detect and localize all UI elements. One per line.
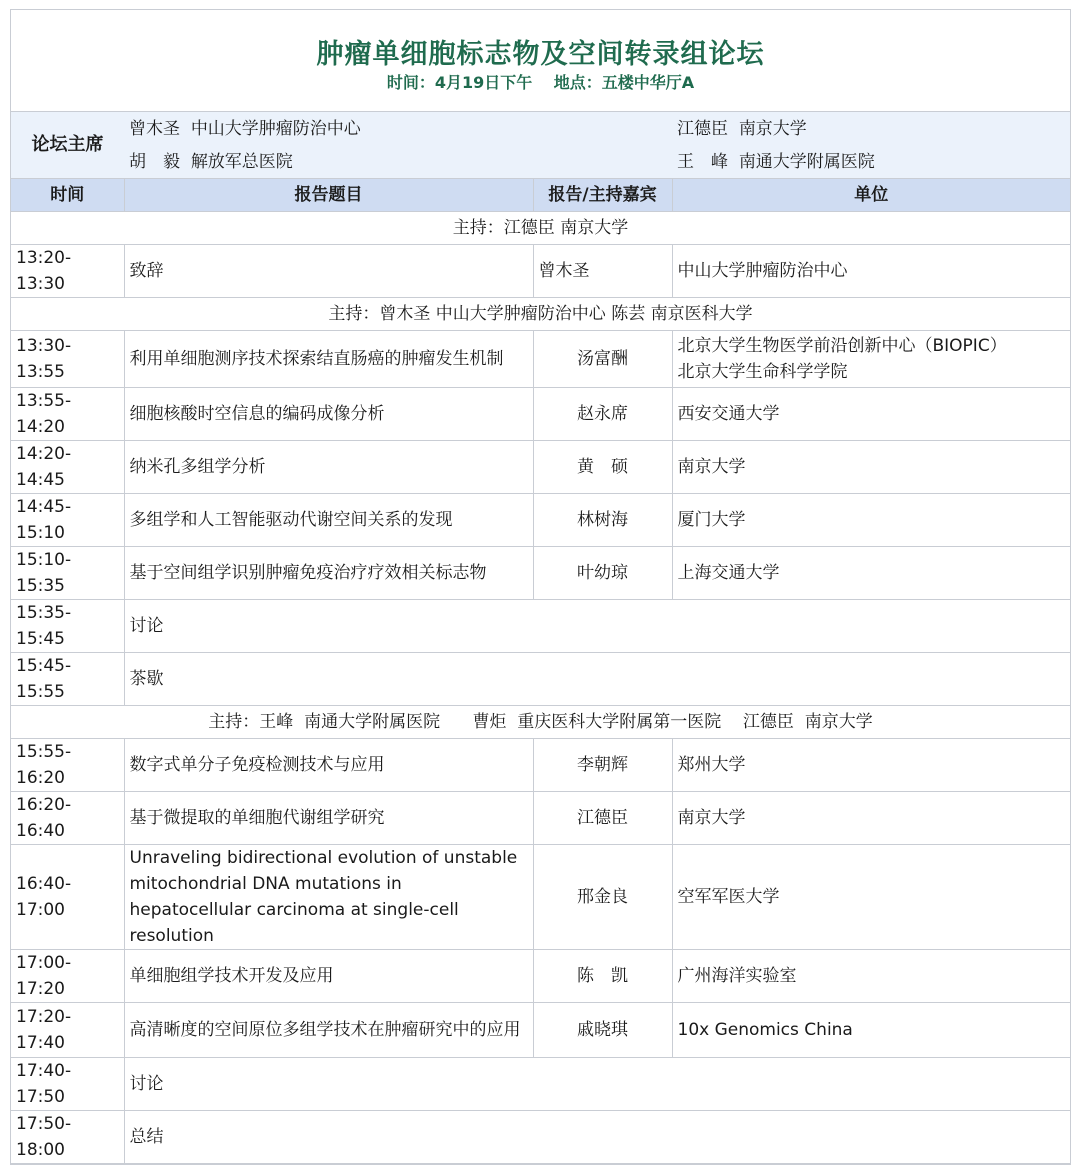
table-row: 15:55-16:20 数字式单分子免疫检测技术与应用 李朝辉 郑州大学 — [11, 739, 1070, 792]
column-header — [11, 179, 1070, 212]
chair-1: 曾木圣 中山大学肿瘤防治中心 — [124, 112, 672, 145]
schedule-table — [11, 112, 1070, 1164]
host-row: 主持：江德臣 南京大学 — [11, 212, 1070, 245]
table-row: 17:20-17:40 高清晰度的空间原位多组学技术在肿瘤研究中的应用 戚晓琪 10x Genomics China — [11, 1003, 1070, 1058]
table-row: 15:10-15:35 基于空间组学识别肿瘤免疫治疗疗效相关标志物 叶幼琼 上海交通大学 — [11, 547, 1070, 600]
chair-4: 王 峰 南通大学附属医院 — [672, 145, 1070, 179]
session-location: 地点：五楼中华厅A — [553, 73, 695, 92]
col-title: 报告题目 — [124, 179, 533, 212]
header — [11, 10, 1070, 112]
table-row: 17:50-18:00 总结 — [11, 1111, 1070, 1164]
table-row: 13:20-13:30 致辞 曾木圣 中山大学肿瘤防治中心 — [11, 245, 1070, 298]
host-row: 主持：王峰 南通大学附属医院 曹炬 重庆医科大学附属第一医院 江德臣 南京大学 — [11, 706, 1070, 739]
table-row: 16:20-16:40 基于微提取的单细胞代谢组学研究 江德臣 南京大学 — [11, 792, 1070, 845]
table-row: 15:45-15:55 茶歇 — [11, 653, 1070, 706]
table-row: 13:55-14:20 细胞核酸时空信息的编码成像分析 赵永席 西安交通大学 — [11, 388, 1070, 441]
session-info — [11, 70, 1070, 93]
col-speaker: 报告/主持嘉宾 — [533, 179, 672, 212]
table-row: 17:40-17:50 讨论 — [11, 1058, 1070, 1111]
chairs-label: 论坛主席 — [11, 112, 124, 179]
schedule-sheet — [10, 9, 1071, 1165]
session-time: 时间：4月19日下午 — [386, 73, 533, 92]
table-row: 17:00-17:20 单细胞组学技术开发及应用 陈 凯 广州海洋实验室 — [11, 950, 1070, 1003]
table-row: 13:30-13:55 利用单细胞测序技术探索结直肠癌的肿瘤发生机制 汤富酬 北京大学生物医学前沿创新中心（BIOPIC） 北京大学生命科学学院 — [11, 331, 1070, 388]
col-org: 单位 — [672, 179, 1070, 212]
chairs-row-1 — [11, 112, 1070, 145]
col-time: 时间 — [11, 179, 124, 212]
chairs-row-2 — [11, 145, 1070, 179]
host-row: 主持：曾木圣 中山大学肿瘤防治中心 陈芸 南京医科大学 — [11, 298, 1070, 331]
table-row: 14:45-15:10 多组学和人工智能驱动代谢空间关系的发现 林树海 厦门大学 — [11, 494, 1070, 547]
table-row: 14:20-14:45 纳米孔多组学分析 黄 硕 南京大学 — [11, 441, 1070, 494]
page-title: 肿瘤单细胞标志物及空间转录组论坛 — [316, 39, 765, 70]
chair-2: 江德臣 南京大学 — [672, 112, 1070, 145]
table-row: 16:40-17:00 Unraveling bidirectional evolution of unstable mitochondrial DNA mutations in hepatocellular carcinoma at single-cell resolution 邢金良 空军军医大学 — [11, 845, 1070, 950]
chair-3: 胡 毅 解放军总医院 — [124, 145, 672, 179]
table-row: 15:35-15:45 讨论 — [11, 600, 1070, 653]
